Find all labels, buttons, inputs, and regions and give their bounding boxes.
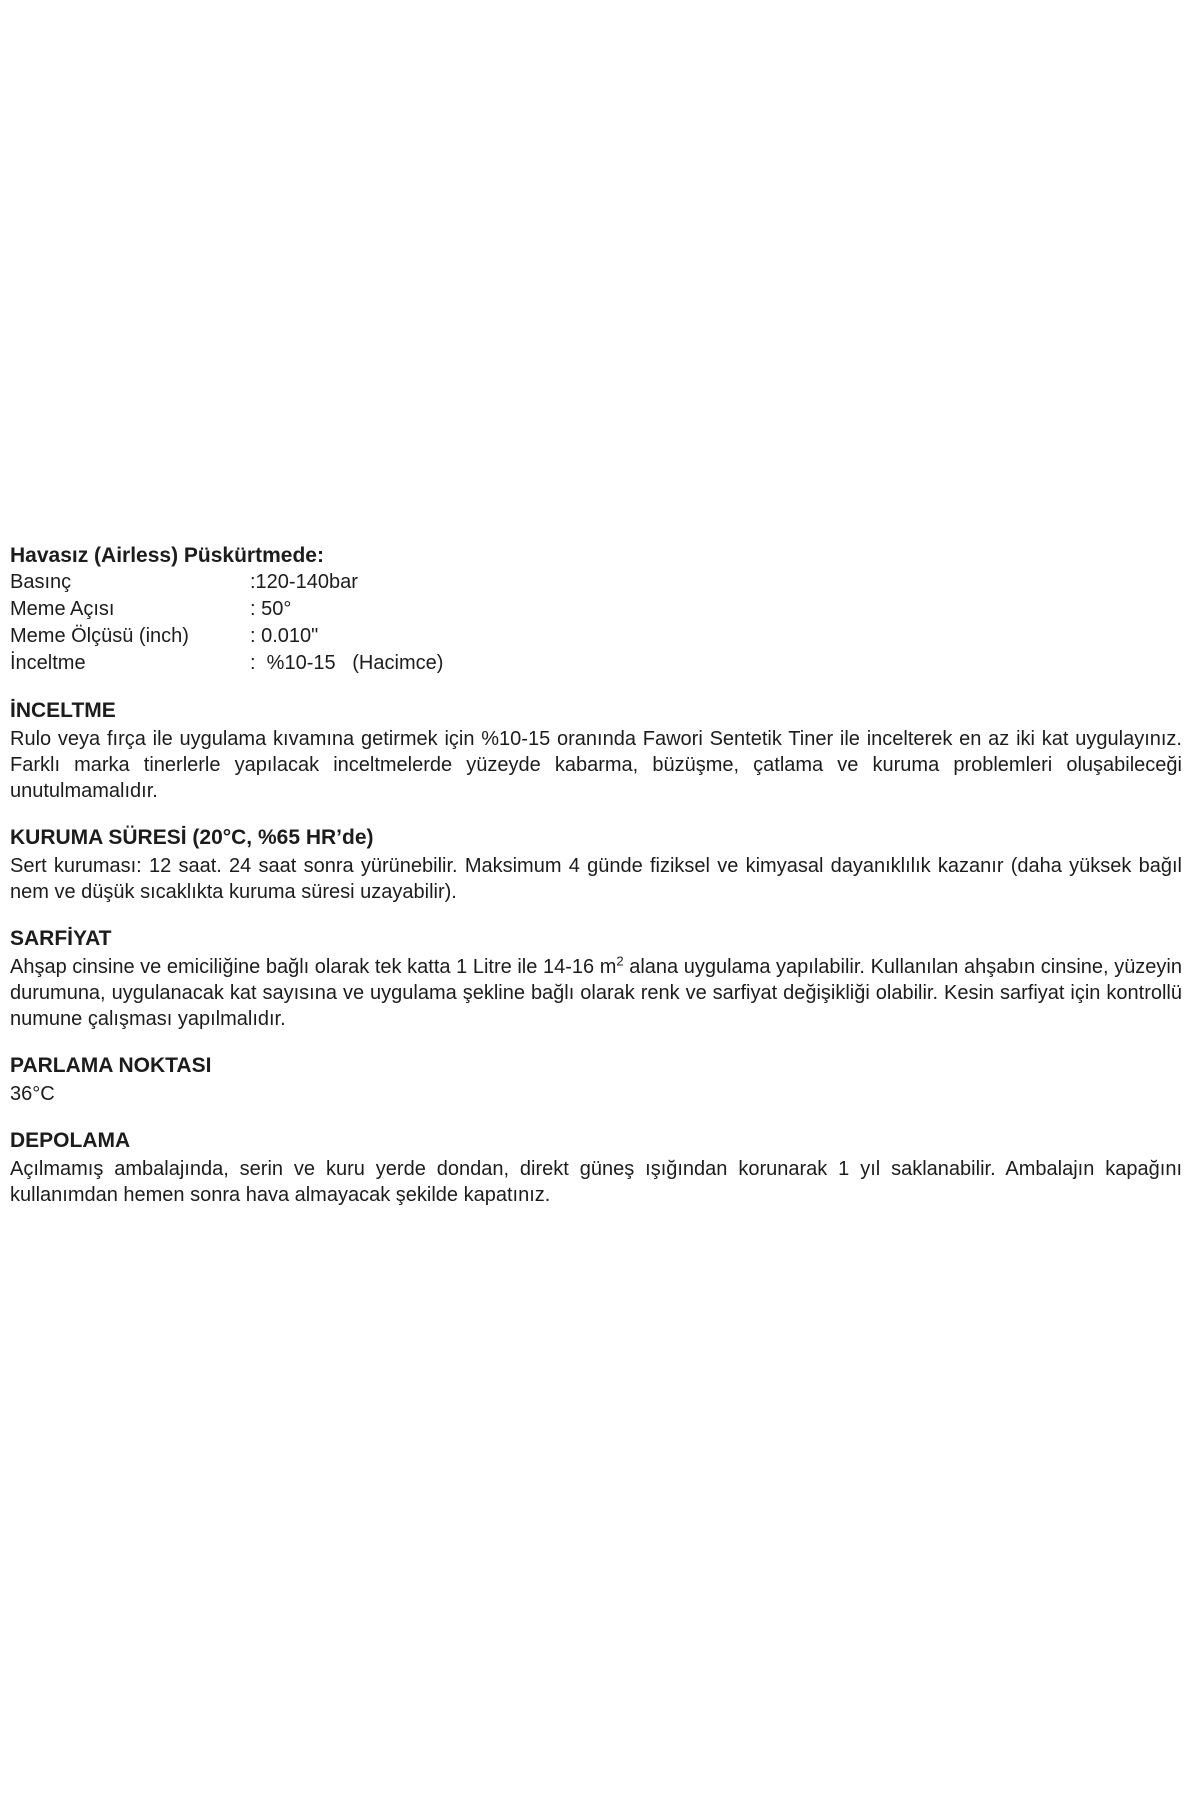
airless-section [10, 543, 1182, 677]
sarfiyat-heading: SARFİYAT [10, 927, 112, 950]
spec-value: :120-140bar [250, 571, 358, 593]
spec-row [10, 569, 443, 596]
superscript-2: 2 [616, 953, 624, 969]
inceltme-section [10, 698, 1182, 804]
spec-label: Meme Açısı [10, 598, 115, 620]
spec-value: : 50° [250, 598, 292, 620]
inceltme-text: Rulo veya fırça ile uygulama kıvamına getirmek için %10-15 oranında Fawori Sentetik Tiner ile incelterek en az iki kat uygulayınız. Farklı marka tinerlerle yapılacak inceltmelerde yüzeyde kabarma, büzüşme, çatlama ve kuruma problemleri oluşabileceği unutulmamalıdır. [10, 728, 1182, 802]
spec-label: Basınç [10, 571, 72, 593]
kuruma-text: Sert kuruması: 12 saat. 24 saat sonra yürünebilir. Maksimum 4 günde fiziksel ve kimyasal dayanıklılık kazanır (daha yüksek bağıl nem ve düşük sıcaklıkta kuruma süresi uzayabilir). [10, 855, 1182, 903]
sarfiyat-text-before: Ahşap cinsine ve emiciliğine bağlı olarak tek katta 1 Litre ile 14-16 m [10, 956, 617, 978]
spec-value: : 0.010" [250, 625, 319, 647]
sarfiyat-text-after: alana uygulama yapılabilir. Kullanılan ahşabın cinsine, yüzeyin durumuna, uygulanacak kat sayısına ve uygulama şekline bağlı olarak renk ve sarfiyat değişikliği olabilir. Kesin sarfiyat için kontrollü numune çalışması yapılmalıdır. [10, 956, 1183, 1030]
inceltme-heading: İNCELTME [10, 699, 116, 722]
spec-row [10, 650, 443, 677]
depolama-section [10, 1128, 1182, 1208]
airless-heading: Havasız (Airless) Püskürtmede: [10, 544, 324, 567]
depolama-heading: DEPOLAMA [10, 1129, 131, 1152]
sarfiyat-text [10, 954, 1182, 1032]
spec-row [10, 596, 443, 623]
depolama-text: Açılmamış ambalajında, serin ve kuru yerde dondan, direkt güneş ışığından korunarak 1 yıl saklanabilir. Ambalajın kapağını kullanımdan hemen sonra hava almayacak şekilde kapatınız. [10, 1158, 1182, 1206]
kuruma-heading: KURUMA SÜRESİ (20°C, %65 HR’de) [10, 826, 374, 849]
airless-spec-table [10, 569, 443, 677]
parlama-text: 36°C [10, 1083, 55, 1105]
kuruma-section [10, 825, 1182, 905]
document-body [10, 543, 1182, 1208]
spec-value: : %10-15 (Hacimce) [250, 652, 444, 674]
spec-label: Meme Ölçüsü (inch) [10, 625, 189, 647]
spec-label: İnceltme [10, 652, 86, 674]
parlama-heading: PARLAMA NOKTASI [10, 1054, 212, 1077]
spec-row [10, 623, 443, 650]
parlama-section [10, 1053, 1182, 1107]
sarfiyat-section [10, 926, 1182, 1032]
